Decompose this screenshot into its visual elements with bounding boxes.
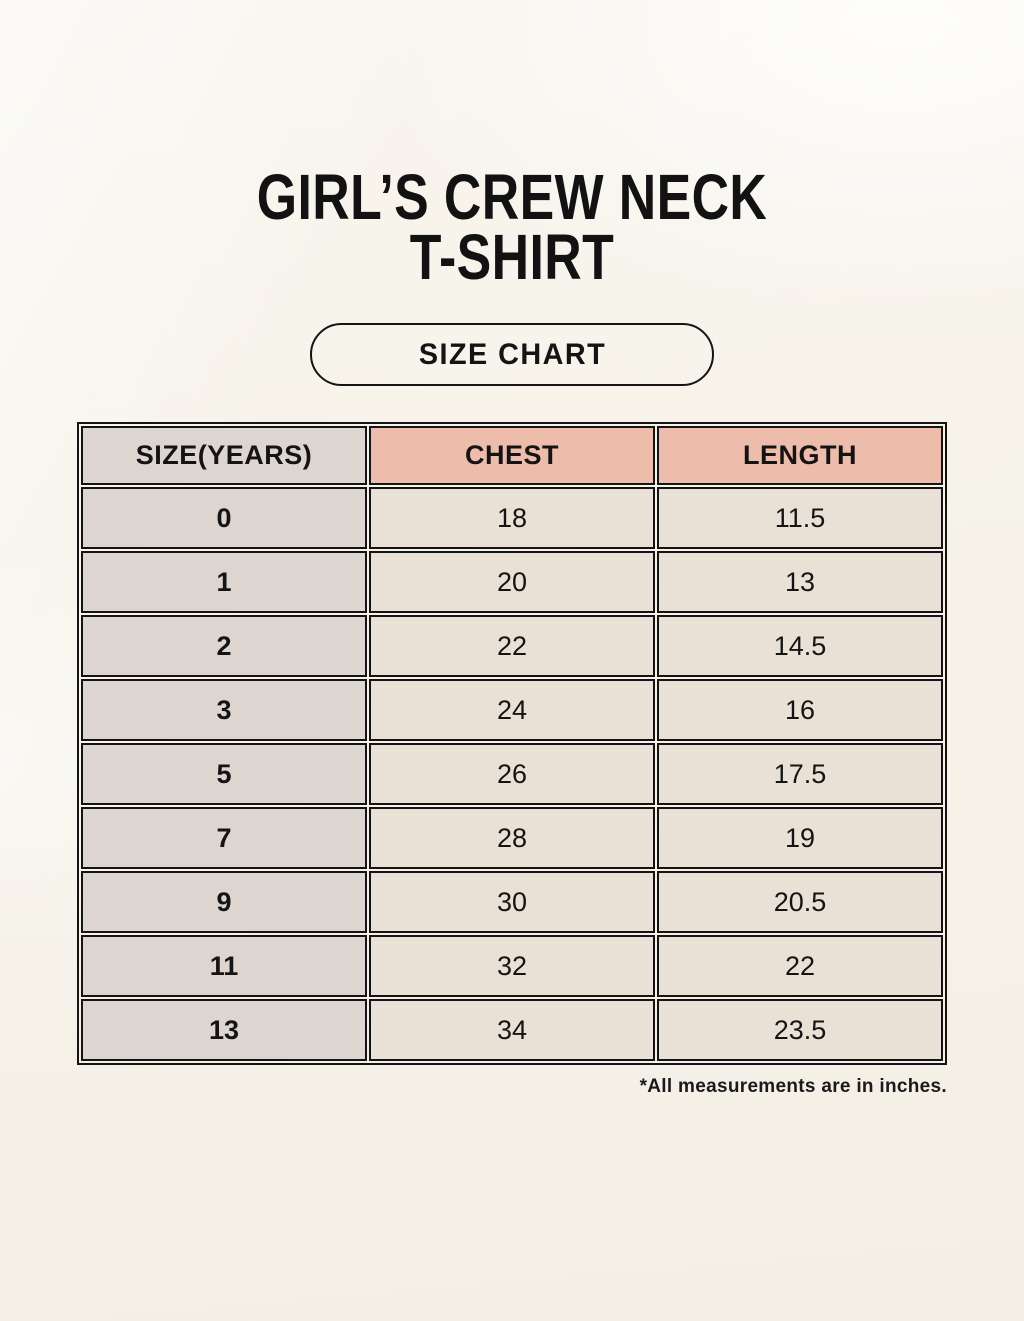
size-cell: 3: [81, 679, 367, 741]
title-line-1: GIRL’S CREW NECK: [256, 161, 768, 233]
header-length: LENGTH: [657, 426, 943, 485]
header-size-years: SIZE(YEARS): [81, 426, 367, 485]
length-cell: 23.5: [657, 999, 943, 1061]
table-row: [81, 743, 943, 805]
table-row: [81, 807, 943, 869]
table-header-row: [81, 426, 943, 485]
chest-cell: 28: [369, 807, 655, 869]
chest-cell: 32: [369, 935, 655, 997]
size-table: [77, 422, 947, 1065]
table-row: [81, 487, 943, 549]
chest-cell: 18: [369, 487, 655, 549]
length-cell: 14.5: [657, 615, 943, 677]
table-row: [81, 871, 943, 933]
table-row: [81, 551, 943, 613]
chest-cell: 20: [369, 551, 655, 613]
size-cell: 7: [81, 807, 367, 869]
chest-cell: 26: [369, 743, 655, 805]
footnote: *All measurements are in inches.: [639, 1076, 947, 1098]
length-cell: 22: [657, 935, 943, 997]
header-chest: CHEST: [369, 426, 655, 485]
table-row: [81, 679, 943, 741]
size-cell: 5: [81, 743, 367, 805]
table-row: [81, 999, 943, 1061]
table-row: [81, 615, 943, 677]
length-cell: 16: [657, 679, 943, 741]
title-line-2: T-SHIRT: [409, 220, 615, 293]
size-chart-badge: [310, 323, 714, 386]
size-cell: 9: [81, 871, 367, 933]
length-cell: 17.5: [657, 743, 943, 805]
table-row: [81, 935, 943, 997]
page-title: [97, 0, 926, 293]
size-cell: 0: [81, 487, 367, 549]
length-cell: 19: [657, 807, 943, 869]
size-cell: 2: [81, 615, 367, 677]
size-chart-badge-label: SIZE CHART: [418, 337, 606, 371]
length-cell: 13: [657, 551, 943, 613]
size-cell: 13: [81, 999, 367, 1061]
length-cell: 11.5: [657, 487, 943, 549]
chest-cell: 22: [369, 615, 655, 677]
chest-cell: 24: [369, 679, 655, 741]
size-cell: 1: [81, 551, 367, 613]
chest-cell: 30: [369, 871, 655, 933]
length-cell: 20.5: [657, 871, 943, 933]
size-cell: 11: [81, 935, 367, 997]
chest-cell: 34: [369, 999, 655, 1061]
